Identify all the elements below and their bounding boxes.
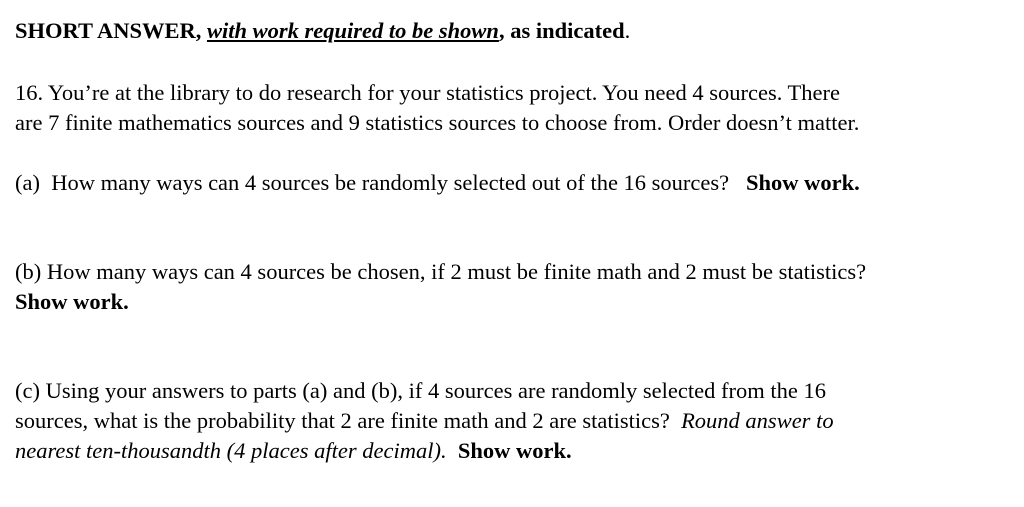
heading-period: .: [624, 18, 631, 43]
part-b-question-line-1: (b) How many ways can 4 sources be chosen, if 2 must be finite math and 2 must be statistics?: [15, 259, 867, 284]
part-a-question: [15, 168, 860, 198]
part-c-spacer: [447, 438, 458, 463]
part-c-rounding-detail: nearest ten-thousandth (4 places after decimal).: [15, 438, 447, 463]
part-a-show-work: Show work.: [746, 170, 860, 195]
question-16-line-1: 16. You’re at the library to do research for your statistics project. You need 4 sources. There: [15, 80, 841, 105]
part-c-line-2-text: sources, what is the probability that 2 are finite math and 2 are statistics?: [15, 408, 682, 433]
question-16-line-2: are 7 finite mathematics sources and 9 statistics sources to choose from. Order doesn’t matter.: [15, 110, 860, 135]
heading-prefix: SHORT ANSWER,: [15, 18, 207, 43]
section-heading: [15, 16, 630, 46]
part-c-question-line-2: [15, 406, 834, 436]
part-c-question-line-1: (c) Using your answers to parts (a) and (b), if 4 sources are randomly selected from the 16: [15, 378, 826, 403]
heading-emphasis: with work required to be shown: [206, 18, 499, 43]
part-c-show-work: Show work.: [457, 438, 572, 463]
part-c-question-line-3: [15, 436, 572, 466]
part-c-round-instruction: Round answer to: [681, 408, 834, 433]
part-b-show-work: Show work.: [15, 289, 129, 314]
heading-suffix: , as indicated: [498, 18, 625, 43]
part-a-text: (a) How many ways can 4 sources be randomly selected out of the 16 sources?: [15, 170, 747, 195]
